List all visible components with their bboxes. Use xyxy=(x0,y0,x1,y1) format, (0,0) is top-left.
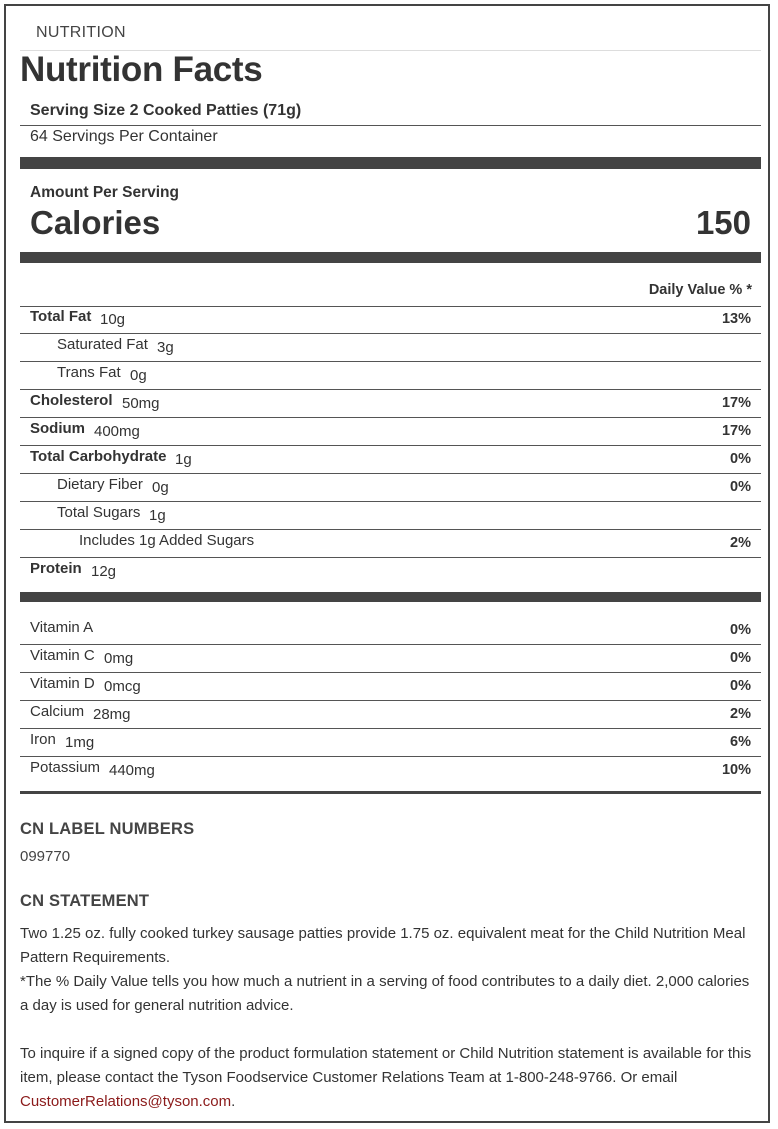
nutrient-row xyxy=(20,418,761,446)
nutrient-row-name: Dietary Fiber xyxy=(57,476,143,493)
nutrient-row-name: Includes 1g Added Sugars xyxy=(79,532,255,549)
nutrient-row-name: Protein xyxy=(30,560,82,577)
calories-value: 150 xyxy=(695,204,751,241)
thick-rule xyxy=(20,592,761,602)
nutrient-row-name: Sodium xyxy=(30,420,85,437)
vitamin-row-amount: 1mg xyxy=(65,734,95,751)
vitamin-row-name: Iron xyxy=(30,731,56,748)
servings-per-container: 64 Servings Per Container xyxy=(30,128,218,145)
nutrient-row-amount: 3g xyxy=(157,339,174,356)
nutrient-row-amount: 12g xyxy=(91,563,117,580)
vitamin-row-daily-value: 0% xyxy=(730,678,751,694)
nutrient-row-name: Saturated Fat xyxy=(57,336,148,353)
nutrient-row-amount: 50mg xyxy=(122,395,160,412)
nutrient-row xyxy=(20,334,761,362)
thick-rule xyxy=(20,252,761,263)
cn-label-number: 099770 xyxy=(20,848,71,865)
nutrient-row-daily-value: 13% xyxy=(721,311,751,327)
email-link[interactable]: CustomerRelations@tyson.com xyxy=(20,1093,232,1110)
nutrient-row xyxy=(20,530,761,558)
vitamin-row-name: Potassium xyxy=(30,759,101,776)
cn-statement-heading: CN STATEMENT xyxy=(20,892,150,910)
inquiry-text xyxy=(20,1042,760,1114)
nutrient-row xyxy=(20,362,761,390)
vitamin-row-amount: 440mg xyxy=(109,762,155,779)
vitamin-row-amount: 0mcg xyxy=(104,678,141,695)
nutrient-row xyxy=(20,474,761,502)
section-label: NUTRITION xyxy=(36,24,126,41)
thick-rule xyxy=(20,157,761,169)
vitamin-row-name: Calcium xyxy=(30,703,85,720)
vitamin-row-amount: 0mg xyxy=(104,650,134,667)
vitamin-row-name: Vitamin C xyxy=(30,647,95,664)
vitamin-row xyxy=(20,757,761,785)
nutrient-row-amount: 400mg xyxy=(94,423,140,440)
nutrient-row xyxy=(20,306,761,334)
nutrient-row-name: Total Fat xyxy=(30,308,92,325)
vitamin-row-daily-value: 2% xyxy=(730,706,751,722)
nutrient-row xyxy=(20,558,761,586)
page-title: Nutrition Facts xyxy=(20,50,263,89)
vitamin-row-daily-value: 6% xyxy=(730,734,751,750)
vitamin-row xyxy=(20,617,761,645)
vitamin-row-name: Vitamin A xyxy=(30,619,94,636)
vitamin-row xyxy=(20,701,761,729)
nutrient-row-daily-value: 0% xyxy=(730,451,751,467)
vitamin-row-daily-value: 0% xyxy=(730,622,751,638)
nutrient-row-amount: 0g xyxy=(130,367,147,384)
vitamin-row-daily-value: 10% xyxy=(721,762,751,778)
vitamin-row-amount: 28mg xyxy=(93,706,131,723)
serving-size: Serving Size 2 Cooked Patties (71g) xyxy=(30,102,302,119)
cn-label-numbers-heading: CN LABEL NUMBERS xyxy=(20,820,195,838)
vitamin-row xyxy=(20,729,761,757)
cn-statement-text: Two 1.25 oz. fully cooked turkey sausage patties provide 1.75 oz. equivalent meat for the Child Nutrition Meal Pattern Requirements. xyxy=(20,925,746,966)
vitamin-row xyxy=(20,645,761,673)
vitamin-row-name: Vitamin D xyxy=(30,675,95,692)
daily-value-footnote: *The % Daily Value tells you how much a nutrient in a serving of food contributes to a daily diet. 2,000 calories a day is used for general nutrition advice. xyxy=(20,973,750,1014)
nutrient-row-amount: 1g xyxy=(149,507,166,524)
inquiry-text-before: To inquire if a signed copy of the product formulation statement or Child Nutrition statement is available for this item, please contact the Tyson Foodservice Customer Relations Team at 1-800-248-9766. Or email xyxy=(20,1045,752,1086)
vitamin-row-daily-value: 0% xyxy=(730,650,751,666)
nutrient-row-amount: 10g xyxy=(100,311,126,328)
nutrient-row-amount: 0g xyxy=(152,479,169,496)
calories-label: Calories xyxy=(30,204,161,241)
nutrient-row-name: Cholesterol xyxy=(30,392,113,409)
nutrient-row-name: Trans Fat xyxy=(57,364,121,381)
nutrient-row-daily-value: 2% xyxy=(730,535,751,551)
inquiry-text-after: . xyxy=(231,1093,236,1110)
divider xyxy=(20,125,761,126)
amount-per-serving: Amount Per Serving xyxy=(30,184,179,201)
nutrient-row-name: Total Carbohydrate xyxy=(30,448,167,465)
nutrient-row xyxy=(20,390,761,418)
nutrient-row xyxy=(20,502,761,530)
thick-rule xyxy=(20,791,761,794)
nutrient-row xyxy=(20,446,761,474)
vitamin-row xyxy=(20,673,761,701)
daily-value-header: Daily Value % * xyxy=(648,282,752,298)
nutrient-row-amount: 1g xyxy=(175,451,192,468)
nutrient-row-daily-value: 17% xyxy=(721,395,751,411)
nutrient-row-name: Total Sugars xyxy=(57,504,141,521)
nutrient-row-daily-value: 17% xyxy=(721,423,751,439)
nutrient-row-daily-value: 0% xyxy=(730,479,751,495)
